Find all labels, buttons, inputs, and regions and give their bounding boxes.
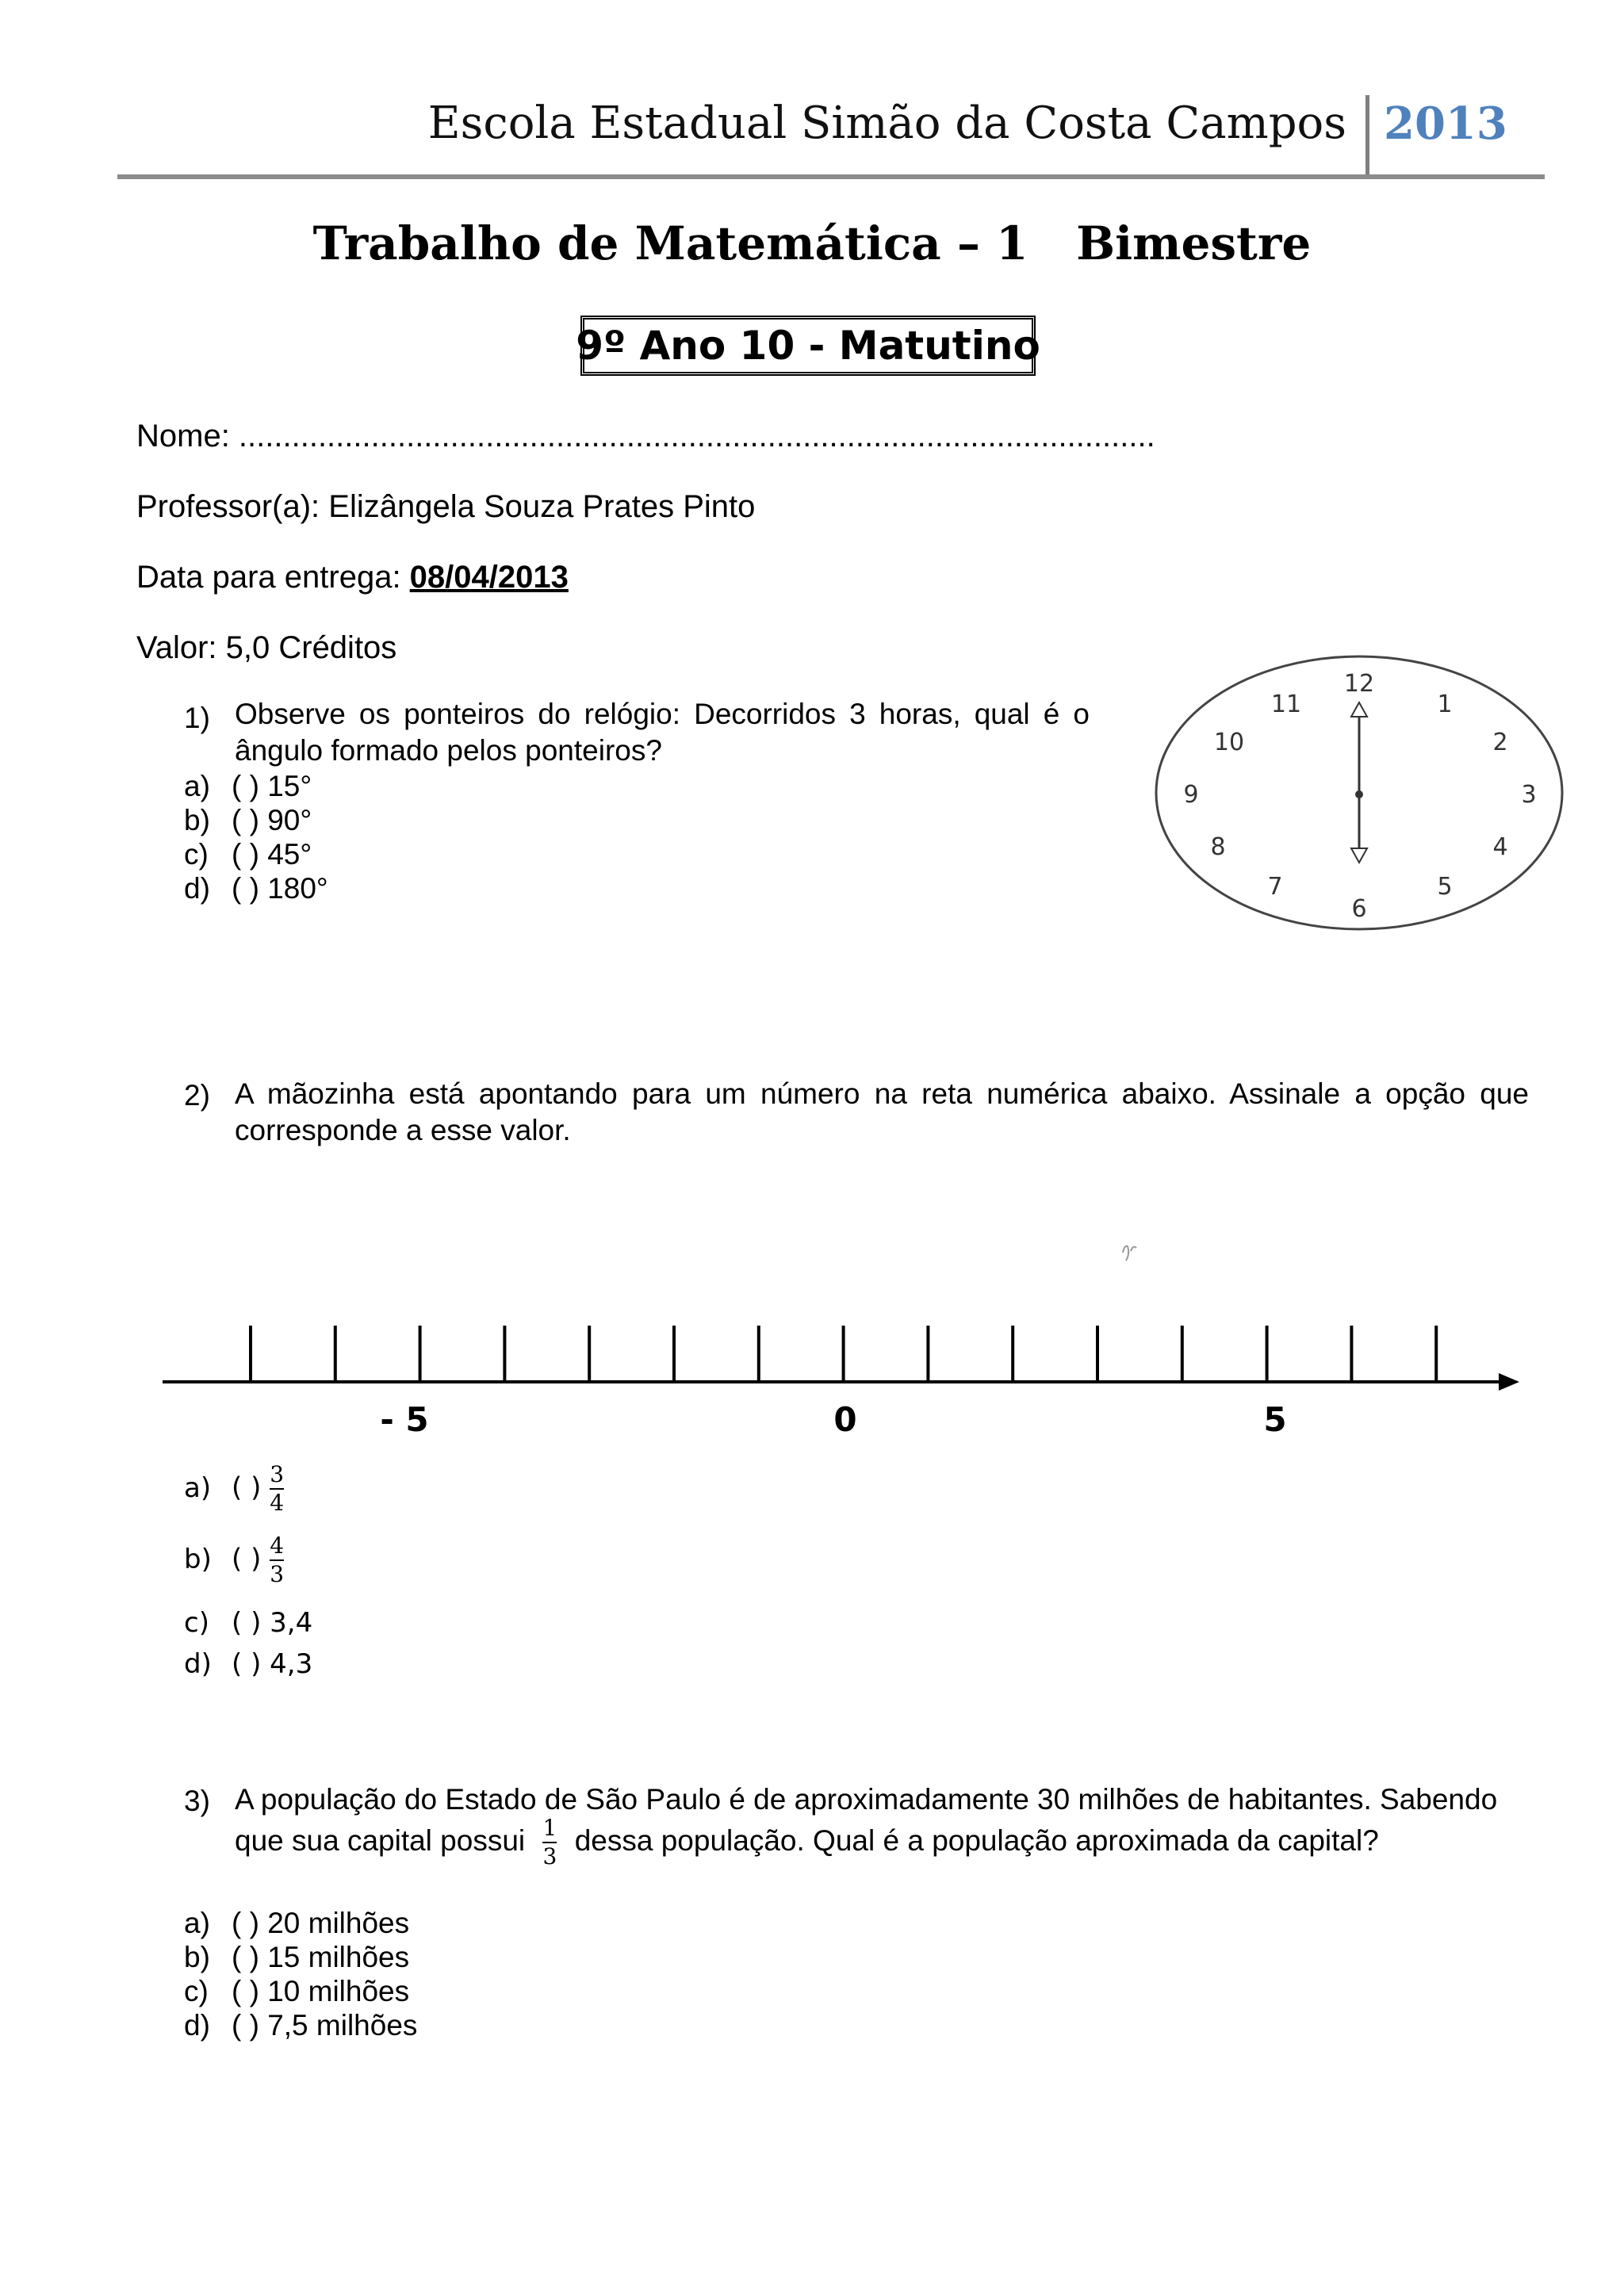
clock-number-2: 2 (1492, 729, 1508, 756)
header-rule (117, 174, 1545, 179)
question-1-option-c: c) ( ) 45° (184, 838, 312, 871)
clock-number-4: 4 (1492, 833, 1508, 861)
question-3-option-d: d) ( ) 7,5 milhões (184, 2009, 418, 2042)
clock-number-8: 8 (1210, 833, 1226, 861)
header-year: 2013 (1384, 98, 1507, 150)
question-2-number: 2) (184, 1079, 210, 1112)
question-1-option-a: a) ( ) 15° (184, 770, 312, 802)
number-line-arrow (1499, 1373, 1519, 1391)
question-2-option-a: a) ( ) $\frac{3}{4}$ (184, 1461, 285, 1516)
pointing-hand-icon (1123, 1246, 1136, 1261)
fraction-four-thirds: $\frac{4}{3}$ (270, 1533, 285, 1587)
question-3-number: 3) (184, 1785, 210, 1817)
question-1-option-d: d) ( ) 180° (184, 872, 328, 905)
clock-number-6: 6 (1351, 895, 1367, 923)
question-2-option-c: c) ( ) 3,4 (184, 1607, 313, 1639)
clock-number-10: 10 (1213, 729, 1245, 756)
clock-illustration (1150, 650, 1570, 936)
class-subtitle: 9º Ano 10 - Matutino (580, 316, 1036, 376)
question-3-text-line1: A população do Estado de São Paulo é de aproximadamente 30 milhões de habitantes. Sabendo (235, 1783, 1498, 1816)
value-field: Valor: 5,0 Créditos (136, 630, 397, 665)
name-field: Nome: ........................................................................................................ (136, 419, 1155, 453)
header-separator (1365, 95, 1369, 176)
clock-center (1355, 790, 1363, 798)
minute-hand-arrow (1351, 702, 1367, 717)
clock-number-7: 7 (1267, 873, 1283, 901)
question-2-option-b: b) ( ) $\frac{4}{3}$ (184, 1533, 285, 1587)
number-line-label-5: 5 (1263, 1400, 1287, 1439)
question-2-option-d: d) ( ) 4,3 (184, 1648, 313, 1680)
due-date-field (136, 561, 569, 593)
teacher-field: Professor(a): Elizângela Souza Prates Pinto (136, 489, 756, 524)
clock-number-1: 1 (1437, 691, 1453, 718)
page-title: Trabalho de Matemática – 1 Bimestre (312, 216, 1312, 270)
clock-number-3: 3 (1521, 781, 1537, 809)
number-line-label-0: 0 (833, 1400, 857, 1439)
clock-number-11: 11 (1270, 691, 1302, 718)
due-date-label: Data para entrega: (136, 560, 410, 595)
hour-hand-arrow (1351, 848, 1367, 863)
school-name: Escola Estadual Simão da Costa Campos (427, 98, 1346, 149)
question-3-option-a: a) ( ) 20 milhões (184, 1907, 410, 1939)
question-1-option-b: b) ( ) 90° (184, 804, 312, 836)
number-line (159, 1237, 1538, 1443)
question-3-option-b: b) ( ) 15 milhões (184, 1941, 410, 1973)
due-date-value: 08/04/2013 (409, 560, 569, 595)
fraction-one-third: $\frac{1}{3}$ (542, 1815, 557, 1869)
clock-number-5: 5 (1437, 873, 1453, 901)
clock-number-9: 9 (1183, 781, 1199, 809)
question-1-text: Observe os ponteiros do relógio: Decorridos 3 horas, qual é o ângulo formado pelos ponteiros? (235, 698, 1090, 767)
number-line-label-minus-5: - 5 (380, 1400, 429, 1439)
question-3-option-c: c) ( ) 10 milhões (184, 1975, 410, 2007)
clock-number-12: 12 (1343, 670, 1375, 698)
fraction-three-fourths: $\frac{3}{4}$ (270, 1461, 285, 1516)
question-3-text-line2: que sua capital possui $\frac{1}{3}$ dessa população. Qual é a população aproximada da capital? (235, 1815, 1379, 1869)
question-1-number: 1) (184, 702, 210, 734)
question-2-text: A mãozinha está apontando para um número na reta numérica abaixo. Assinale a opção que corresponde a esse valor. (235, 1077, 1529, 1146)
